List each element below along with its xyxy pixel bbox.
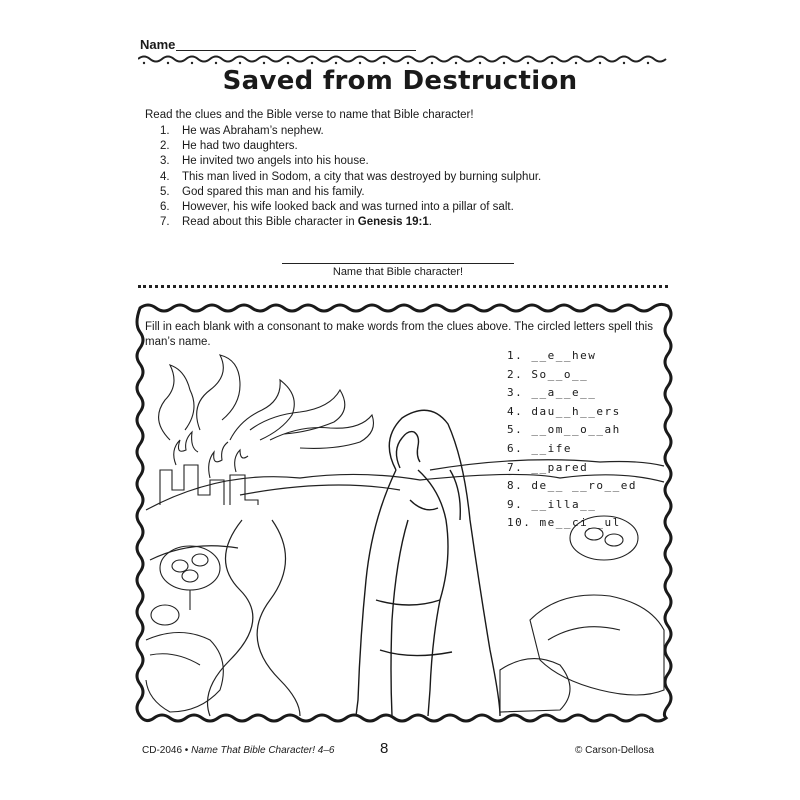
clue-item: 6. However, his wife looked back and was turned into a pillar of salt. <box>160 201 514 214</box>
page-number: 8 <box>380 740 389 757</box>
puzzle-item[interactable]: 2. So__o__ <box>507 367 589 381</box>
burning-city <box>159 355 374 505</box>
instructions-text: Read the clues and the Bible verse to name that Bible character! <box>145 109 474 121</box>
puzzle-item[interactable]: 3. __a__e__ <box>507 386 597 400</box>
puzzle-item[interactable]: 9. __illa__ <box>507 497 597 511</box>
clue-item: 2. He had two daughters. <box>160 140 298 153</box>
clue-item: 3. He invited two angels into his house. <box>160 155 369 168</box>
fill-instructions: Fill in each blank with a consonant to make words from the clues above. The circled letters spell this man’s name. <box>145 321 653 348</box>
woman-figure <box>356 410 500 716</box>
puzzle-item[interactable]: 4. dau__h__ers <box>507 404 621 418</box>
puzzle-item[interactable]: 5. __om__o__ah <box>507 423 621 437</box>
clue-item: 1. He was Abraham’s nephew. <box>160 125 324 137</box>
verse-reference: Genesis 19:1 <box>357 216 429 229</box>
puzzle-item[interactable]: 7. __pared <box>507 460 589 474</box>
clue-item: 5. God spared this man and his family. <box>160 185 365 198</box>
bushes <box>146 516 664 712</box>
answer-caption: Name that Bible character! <box>332 266 464 278</box>
name-label: Name <box>140 37 176 52</box>
copyright: © Carson-Dellosa <box>575 745 655 756</box>
puzzle-item[interactable]: 10. me__ci__ul <box>507 516 621 530</box>
page-title: Saved from Destruction <box>222 66 578 96</box>
word-puzzle <box>507 347 637 533</box>
puzzle-item[interactable]: 6. __ife <box>507 441 572 455</box>
puzzle-item[interactable]: 8. de__ __ro__ed <box>507 479 637 493</box>
clue-item: 4. This man lived in Sodom, a city that was destroyed by burning sulphur. <box>160 170 542 183</box>
puzzle-item[interactable]: 1. __e__hew <box>507 349 597 362</box>
clue-item: 7. Read about this Bible character in Genesis 19:1. <box>160 216 432 229</box>
footer-book-info: CD-2046 • Name That Bible Character! 4–6 <box>142 745 335 756</box>
